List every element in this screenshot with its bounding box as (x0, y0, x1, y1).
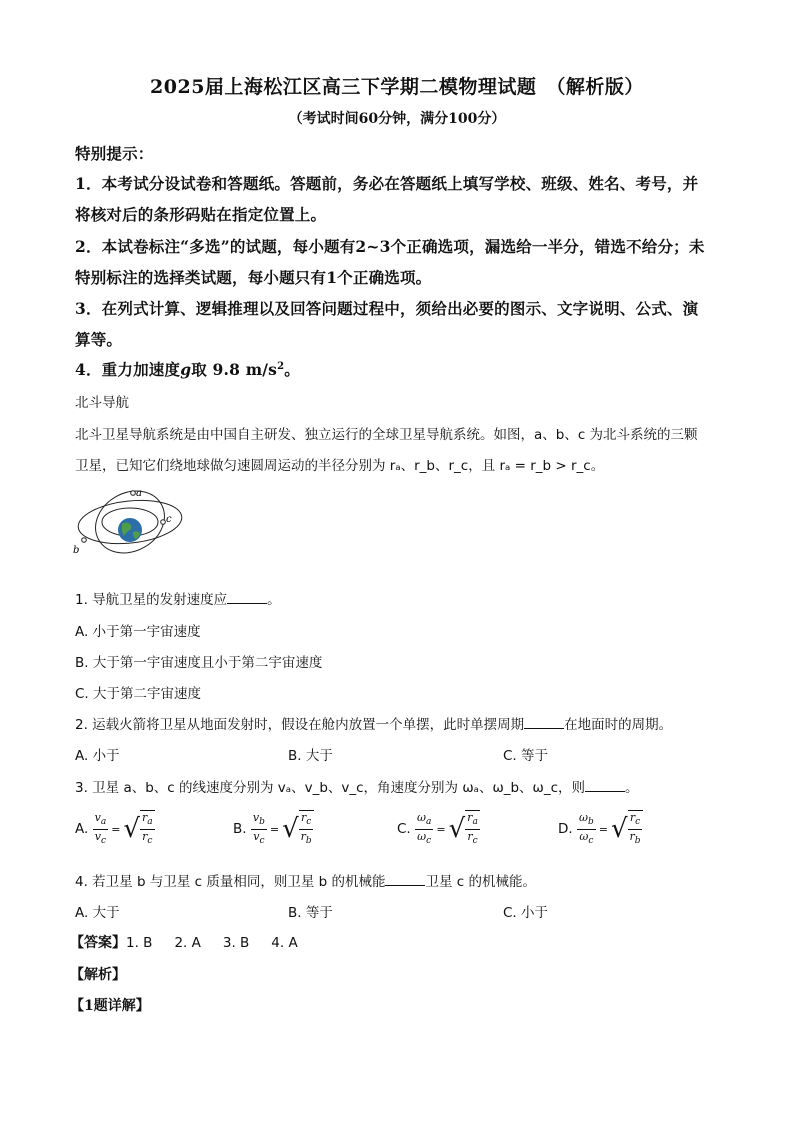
satellite-c-icon (161, 520, 166, 525)
section-intro-line-1: 北斗卫星导航系统是由中国自主研发、独立运行的全球卫星导航系统。如图，a、b、c 为北斗系统的三颗 (75, 427, 698, 443)
notice-heading: 特别提示： (75, 144, 154, 163)
q3-option-d (558, 810, 643, 848)
q4-option-a: A. 大于 (75, 905, 120, 921)
q2-stem (75, 713, 715, 733)
q3-option-d-label: D. (558, 821, 573, 838)
q1-stem-end: 。 (267, 592, 281, 608)
notice-item-4-end: 。 (284, 360, 300, 379)
notice-item-4-prefix: 4．重力加速度 (75, 360, 181, 379)
notice-item-3-line-2: 算等。 (75, 330, 123, 349)
q1-option-b: B. 大于第一宇宙速度且小于第二宇宙速度 (75, 655, 323, 671)
q2-option-b: B. 大于 (288, 748, 333, 764)
page-title: 2025届上海松江区高三下学期二模物理试题 （解析版） (150, 76, 644, 98)
sqrt-rc-over-rb: √ $\frac{r_c}{r_b}$ (610, 811, 641, 847)
q2-option-c: C. 等于 (503, 748, 549, 764)
orbit-diagram (70, 486, 185, 556)
q3-option-c (397, 810, 480, 848)
q1-option-c: C. 大于第二宇宙速度 (75, 686, 202, 702)
q1-stem-text: 1. 导航卫星的发射速度应 (75, 592, 228, 608)
exponent: 2 (277, 360, 285, 372)
q1-option-a: A. 小于第一宇宙速度 (75, 624, 201, 640)
section-intro-line-2: 卫星，已知它们绕地球做匀速圆周运动的半径分别为 rₐ、r_b、r_c，且 rₐ = r_b > r_c。 (75, 458, 605, 474)
gravity-symbol: g (180, 360, 192, 379)
q3-option-a-label: A. (75, 821, 89, 838)
label-a: a (136, 488, 142, 499)
satellite-a-icon (131, 491, 136, 496)
equals-sign: = (598, 822, 608, 836)
notice-item-1-line-1: 1．本考试分设试卷和答题纸。答题前，务必在答题纸上填写学校、班级、姓名、考号，并 (75, 174, 699, 193)
q3-answer-blank[interactable] (585, 779, 625, 792)
notice-item-4 (75, 358, 715, 380)
equals-sign: = (436, 822, 446, 836)
q2-option-a: A. 小于 (75, 748, 120, 764)
analysis-label (70, 964, 126, 984)
formula-wa-over-wc: $\frac{\omega_a}{\omega_c}$ (417, 810, 432, 846)
detail-1-label-text: 【1题详解】 (70, 998, 150, 1014)
q4-stem-text: 4. 若卫星 b 与卫星 c 质量相同，则卫星 b 的机械能 (75, 874, 386, 890)
formula-wb-over-wc: $\frac{\omega_b}{\omega_c}$ (578, 810, 594, 846)
notice-item-3-line-1: 3．在列式计算、逻辑推理以及回答问题过程中，须给出必要的图示、文字说明、公式、演 (75, 299, 699, 318)
q3-stem (75, 776, 715, 796)
q3-option-c-label: C. (397, 821, 411, 838)
label-c: c (166, 514, 172, 525)
q1-answer-blank[interactable] (227, 591, 267, 604)
q3-option-b-label: B. (233, 821, 247, 838)
label-b: b (73, 545, 80, 556)
q3-option-b (233, 810, 314, 848)
sqrt-ra-over-rc: √ $\frac{r_a}{r_c}$ (448, 811, 478, 847)
formula-vb-over-vc: $\frac{v_b}{v_c}$ (252, 810, 265, 846)
q3-stem-end: 。 (625, 780, 639, 796)
notice-item-1-line-2: 将核对后的条形码贴在指定位置上。 (75, 205, 327, 224)
exam-duration-note: （考试时间60分钟，满分100分） (288, 111, 506, 127)
answer-3: 3. B (222, 935, 250, 951)
q4-stem (75, 870, 715, 890)
q2-stem-text: 2. 运载火箭将卫星从地面发射时，假设在舱内放置一个单摆，此时单摆周期 (75, 717, 525, 733)
notice-item-2-line-1: 2．本试卷标注“多选”的试题，每小题有2~3个正确选项，漏选给一半分，错选不给分；未 (75, 237, 705, 256)
answer-4: 4. A (271, 935, 298, 951)
q2-answer-blank[interactable] (524, 716, 564, 729)
analysis-label-text: 【解析】 (70, 967, 126, 983)
answer-label: 【答案】 (70, 935, 126, 951)
answer-2: 2. A (174, 935, 201, 951)
q2-stem-end: 在地面时的周期。 (564, 717, 673, 733)
equals-sign: = (111, 822, 121, 836)
q4-stem-end: 卫星 c 的机械能。 (425, 874, 536, 890)
q3-stem-text: 3. 卫星 a、b、c 的线速度分别为 vₐ、v_b、v_c，角速度分别为 ωₐ、ω_b、ω_c，则 (75, 780, 586, 796)
sqrt-ra-over-rc: √ $\frac{r_a}{r_c}$ (123, 811, 153, 847)
detail-1-label (70, 995, 150, 1015)
q1-stem (75, 588, 715, 608)
q4-option-b: B. 等于 (288, 905, 333, 921)
satellite-b-icon (82, 538, 87, 543)
notice-item-2-line-2: 特别标注的选择类试题，每小题只有1个正确选项。 (75, 268, 432, 287)
answer-1: 1. B (126, 935, 153, 951)
sqrt-rc-over-rb: √ $\frac{r_c}{r_b}$ (282, 811, 312, 847)
q3-option-a (75, 810, 155, 848)
q4-answer-blank[interactable] (385, 873, 425, 886)
q4-option-c: C. 小于 (503, 905, 549, 921)
answer-row (70, 932, 320, 952)
notice-item-4-mid: 取 9.8 m/s (191, 360, 278, 379)
section-title: 北斗导航 (75, 395, 129, 411)
formula-va-over-vc: $\frac{v_a}{v_c}$ (94, 810, 107, 846)
equals-sign: = (269, 822, 280, 836)
